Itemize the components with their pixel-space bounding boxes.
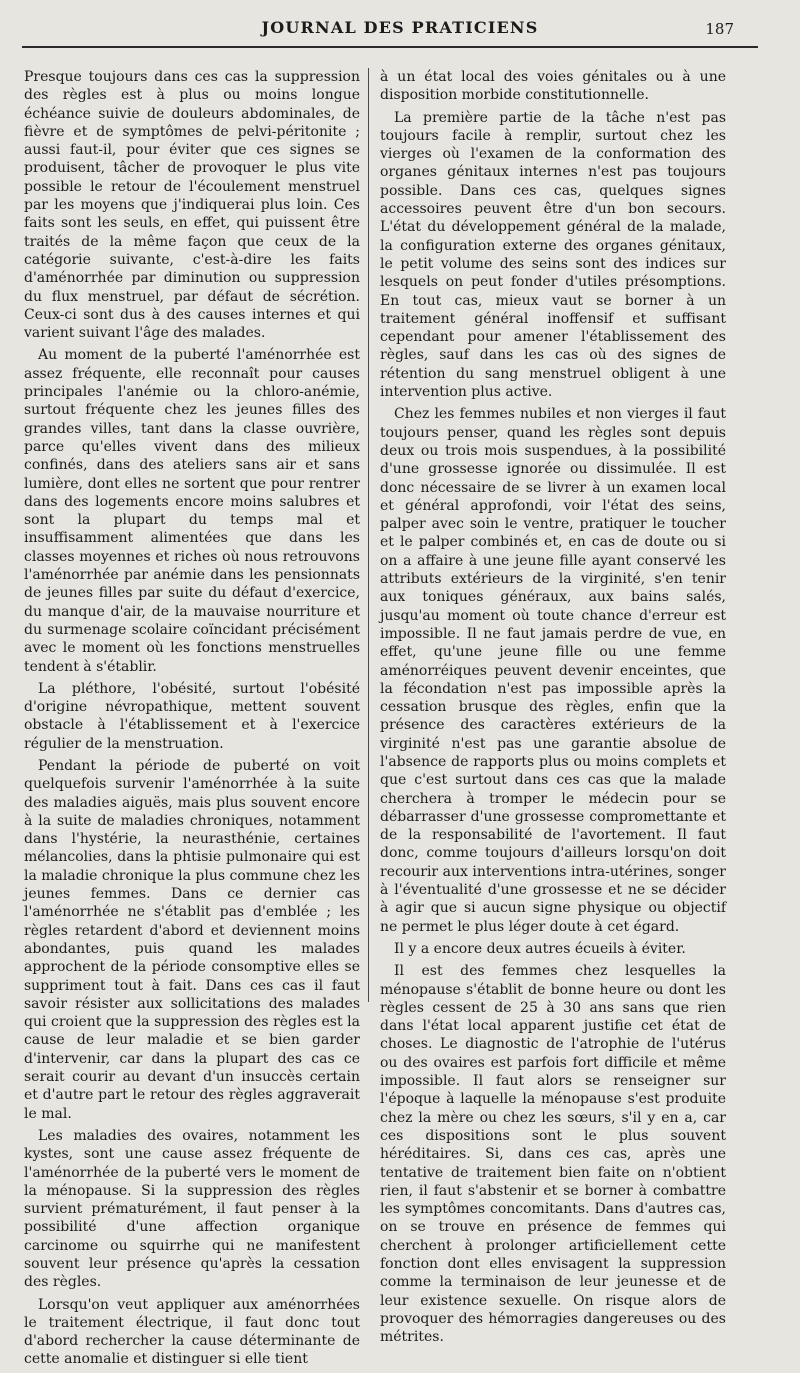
paragraph: à un état local des voies génitales ou à une disposition morbide constitutionnelle. xyxy=(380,69,726,104)
column-divider xyxy=(368,68,369,1002)
page-number: 187 xyxy=(705,20,734,38)
paragraph: Presque toujours dans ces cas la suppression des règles est à plus ou moins longue échéance suivie de douleurs abdominales, de fièvre et de symptômes de pelvi-péritonite ; aussi faut-il, pour éviter que ces signes se produisent, tâcher de provoquer le plus vite possible le retour de l'écoulement menstruel par les moyens que j'indiquerai plus loin. Ces faits sont les seuls, en effet, qui puissent être traités de la même façon que ceux de la catégorie suivante, c'est-à-dire les faits d'aménorrhée par diminution ou suppression du flux menstruel, par défaut de sécrétion. Ceux-ci sont dus à des causes internes et qui varient suivant l'âge des malades. xyxy=(24,69,360,342)
right-column xyxy=(380,68,726,1350)
paragraph: La première partie de la tâche n'est pas toujours facile à remplir, surtout chez les vierges où l'examen de la conformation des organes génitaux internes n'est pas toujours possible. Dans ces cas, quelques signes accessoires peuvent être d'un bon secours. L'état du développement général de la malade, la configuration externe des organes génitaux, le petit volume des seins sont des indices sur lesquels on peut fonder d'utiles présomptions. En tout cas, mieux vaut se borner à un traitement général inoffensif et suffisant cependant pour amener l'établissement des règles, sauf dans les cas où des signes de rétention du sang menstruel obligent à une intervention plus active. xyxy=(380,109,726,401)
paragraph: Lorsqu'on veut appliquer aux aménorrhées le traitement électrique, il faut donc tout d'abord rechercher la cause déterminante de cette anomalie et distinguer si elle tient xyxy=(24,1296,360,1368)
paragraph: Au moment de la puberté l'aménorrhée est assez fréquente, elle reconnaît pour causes principales l'anémie ou la chloro-anémie, surtout fréquente chez les jeunes filles des grandes villes, tant dans la classe ouvrière, parce qu'elles vivent dans des milieux confinés, dans des ateliers sans air et sans lumière, dont elles ne sortent que pour rentrer dans des logements encore moins salubres et sont la plupart du temps mal et insuffisamment alimentées que dans les classes moyennes et riches où nous retrouvons l'aménorrhée par anémie dans les pensionnats de jeunes filles par suite du défaut d'exercice, du manque d'air, de la mauvaise nourriture et du surmenage scolaire coïncidant précisément avec le moment où les fonctions menstruelles tendent à s'établir. xyxy=(24,347,360,675)
paragraph: La pléthore, l'obésité, surtout l'obésité d'origine névropathique, mettent souvent obstacle à l'établissement et à l'exercice régulier de la menstruation. xyxy=(24,680,360,752)
paragraph: Pendant la période de puberté on voit quelquefois survenir l'aménorrhée à la suite des maladies aiguës, mais plus souvent encore à la suite de maladies chroniques, notamment dans l'hystérie, la neurasthénie, certaines mélancolies, dans la phtisie pulmonaire qui est la maladie chronique la plus commune chez les jeunes femmes. Dans ce dernier cas l'aménorrhée ne s'établit pas d'emblée ; les règles retardent d'abord et deviennent moins abondantes, puis quand les malades approchent de la période consomptive elles se suppriment tout à fait. Dans ces cas il faut savoir résister aux sollicitations des malades qui croient que la suppression des règles est la cause de leur maladie et se bien garder d'intervenir, car dans la plupart des cas ce serait courir au devant d'un insuccès certain et d'autre part le retour des règles aggraverait le mal. xyxy=(24,757,360,1122)
header-rule xyxy=(22,46,758,48)
running-header-title: JOURNAL DES PRATICIENS xyxy=(261,18,539,37)
paragraph: Les maladies des ovaires, notamment les kystes, sont une cause assez fréquente de l'aménorrhée de la puberté vers le moment de la ménopause. Si la suppression des règles survient prématurément, il faut penser à la possibilité d'une affection organique carcinome ou squirrhe qui ne manifestent souvent leur présence qu'après la cessation des règles. xyxy=(24,1127,360,1291)
left-column xyxy=(24,68,360,1373)
paragraph: Il est des femmes chez lesquelles la ménopause s'établit de bonne heure ou dont les règles cessent de 25 à 30 ans sans que rien dans l'état local apparent justifie cet état de choses. Le diagnostic de l'atrophie de l'utérus ou des ovaires est parfois fort difficile et même impossible. Il faut alors se renseigner sur l'époque à laquelle la ménopause s'est produite chez la mère ou chez les sœurs, s'il y en a, car ces dispositions sont le plus souvent héréditaires. Si, dans ces cas, après une tentative de traitement bien faite on n'obtient rien, il faut s'abstenir et se borner à combattre les symptômes concomitants. Dans d'autres cas, on se trouve en présence de femmes qui cherchent à prolonger artificiellement cette fonction dont elles envisagent la suppression comme la terminaison de leur jeunesse et de leur existence sexuelle. On risque alors de provoquer des hémorragies dangereuses ou des métrites. xyxy=(380,963,726,1346)
paragraph: Il y a encore deux autres écueils à éviter. xyxy=(394,940,686,957)
paragraph: Chez les femmes nubiles et non vierges il faut toujours penser, quand les règles sont depuis deux ou trois mois suspendues, à la possibilité d'une grossesse ignorée ou dissimulée. Il est donc nécessaire de se livrer à un examen local et général approfondi, voir l'état des seins, palper avec soin le ventre, pratiquer le toucher et le palper combinés et, en cas de doute ou si on a affaire à une jeune fille ayant conservé les attributs extérieurs de la virginité, s'en tenir aux toniques généraux, aux bains salés, jusqu'au moment où toute chance d'erreur est impossible. Il ne faut jamais perdre de vue, en effet, qu'une jeune fille ou une femme aménorréiques peuvent devenir enceintes, que la fécondation n'est pas impossible après la cessation brusque des règles, enfin que la présence des caractères extérieurs de la virginité n'est pas une garantie absolue de l'absence de rapports plus ou moins complets et que c'est surtout dans ces cas que la malade cherchera à tromper le médecin pour se débarrasser d'une grossesse compromettante et de la responsabilité de l'avortement. Il faut donc, comme toujours d'ailleurs lorsqu'on doit recourir aux interventions intra-utérines, songer à l'éventualité d'une grossesse et ne se décider à agir que si aucun signe physique ou objectif ne permet le plus léger doute à cet égard. xyxy=(380,406,726,935)
